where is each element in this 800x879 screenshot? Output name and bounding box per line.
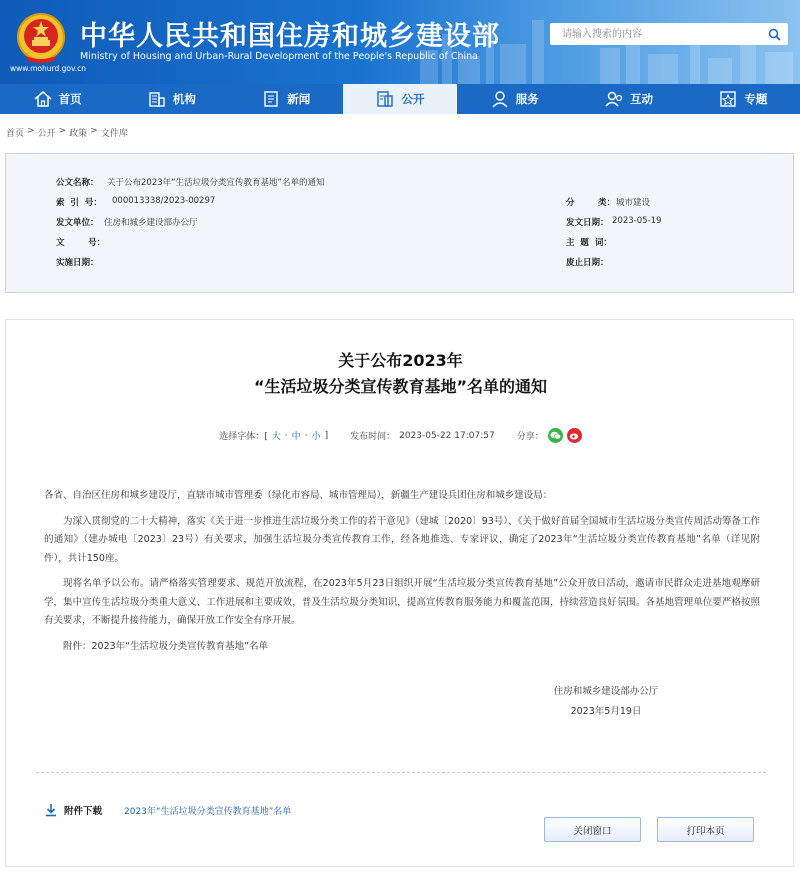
nav-public-label: 公开 [401, 92, 425, 106]
doc-no-label: 文 号： [56, 238, 106, 248]
publish-time-value: 2023-05-22 17:07:57 [399, 430, 495, 441]
article-panel [5, 319, 794, 867]
font-large-link[interactable]: 大 [271, 432, 281, 442]
index-value: 000013338/2023-00297 [112, 196, 216, 206]
publish-time-label: 发布时间： [350, 432, 396, 442]
main-nav [0, 84, 800, 114]
nav-news[interactable] [229, 84, 343, 114]
breadcrumb-separator: > [90, 126, 98, 136]
category-label: 分 类： [566, 198, 616, 208]
font-size-label: 选择字体：[ [219, 432, 268, 442]
breadcrumb-library[interactable]: 文件库 [100, 129, 128, 139]
breadcrumb [6, 126, 128, 139]
nav-organization[interactable] [114, 84, 228, 114]
search-input[interactable] [550, 23, 760, 45]
doc-name-value: 关于公布2023年“生活垃圾分类宣传教育基地”名单的通知 [107, 178, 325, 188]
signer-name: 住房和城乡建设部办公厅 [553, 686, 659, 697]
article-paragraph-2: 现将名单予以公布。请严格落实管理要求、规范开放流程，在2023年5月23日组织开展“生活垃圾分类宣传教育基地”公众开放日活动，邀请市民群众走进基地观摩研学，集中宣传生活垃圾分类重大意义、工作进展和主要成效，普及生活垃圾分类知识，提高宣传教育服务能力和覆盖范围，持续营造良好氛围。各基地管理单位要严格按照有关要求，不断提升接待能力，确保开放工作安全有序开展。 [44, 578, 760, 626]
content-divider [36, 772, 766, 773]
breadcrumb-separator: > [27, 126, 35, 136]
article-signature [526, 682, 686, 722]
font-medium-link[interactable]: 中 [291, 432, 301, 442]
doc-name-label: 公文名称： [56, 178, 99, 188]
nav-interaction[interactable] [571, 84, 685, 114]
site-url: www.mohurd.gov.cn [10, 64, 87, 73]
issue-date-label: 发文日期： [566, 218, 609, 228]
breadcrumb-home[interactable]: 首页 [6, 129, 25, 139]
article-meta: 选择字体：[ 大 · 中 · 小 ] 发布时间： 2023-05-22 17:07:57 分享： [6, 428, 795, 443]
service-icon [490, 90, 510, 108]
nav-topic[interactable] [686, 84, 800, 114]
repeal-date-label: 废止日期： [566, 258, 609, 268]
effective-date-label: 实施日期： [56, 258, 99, 268]
breadcrumb-public[interactable]: 公开 [37, 129, 56, 139]
weibo-share-icon[interactable] [567, 428, 582, 443]
article-title-line2: “生活垃圾分类宣传教育基地”名单的通知 [253, 377, 548, 396]
article-paragraph-1: 为深入贯彻党的二十大精神，落实《关于进一步推进生活垃圾分类工作的若干意见》（建城〔2020〕93号）、《关于做好首届全国城市生活垃圾分类宣传周活动筹备工作的通知》（建办城电〔2023〕23号）有关要求，加强生活垃圾分类宣传教育工作，经各地推选、专家评议，确定了2023年“生活垃圾分类宣传教育基地”名单（详见附件），共计150座。 [44, 515, 760, 564]
interaction-icon [604, 90, 624, 108]
nav-service-label: 服务 [515, 92, 539, 106]
index-label: 索 引 号： [56, 198, 102, 208]
building-icon [147, 90, 167, 108]
sign-date: 2023年5月19日 [570, 706, 642, 717]
font-size-bracket: ] [324, 430, 329, 441]
article-title-line1: 关于公布2023年 [338, 351, 463, 370]
category-value: 城市建设 [616, 198, 651, 208]
search-button[interactable] [760, 23, 788, 45]
download-icon [44, 803, 58, 817]
document-info-panel [5, 153, 794, 293]
site-title: 中华人民共和国住房和城乡建设部 [80, 21, 500, 52]
share-label: 分享： [516, 432, 544, 442]
nav-organization-label: 机构 [172, 92, 196, 106]
home-icon [33, 90, 53, 108]
nav-news-label: 新闻 [287, 92, 311, 106]
topic-icon [718, 90, 738, 108]
font-small-link[interactable]: 小 [311, 432, 321, 442]
close-window-button[interactable]: 关闭窗口 [544, 817, 641, 842]
nav-home-label: 首页 [58, 92, 82, 106]
attachment-download-label: 附件下载 [64, 806, 103, 817]
keywords-label: 主 题 词： [566, 238, 612, 248]
breadcrumb-separator: > [58, 126, 67, 136]
attachment-link[interactable]: 2023年“生活垃圾分类宣传教育基地”名单 [124, 806, 292, 817]
nav-interaction-label: 互动 [630, 92, 654, 106]
nav-public[interactable] [343, 84, 457, 114]
site-subtitle: Ministry of Housing and Urban-Rural Development of the People's Republic of China [80, 51, 479, 62]
article-salutation: 各省、自治区住房和城乡建设厅，直辖市城市管理委（绿化市容局、城市管理局），新疆生产建设兵团住房和城乡建设局： [44, 490, 553, 501]
breadcrumb-policy[interactable]: 政策 [69, 129, 88, 139]
print-page-button[interactable]: 打印本页 [657, 817, 754, 842]
document-icon [375, 90, 395, 108]
site-header [0, 0, 800, 84]
article-attachment-note: 附件：2023年“生活垃圾分类宣传教育基地”名单 [63, 640, 269, 652]
issue-date-value: 2023-05-19 [612, 216, 662, 226]
nav-service[interactable] [457, 84, 571, 114]
nav-topic-label: 专题 [744, 92, 768, 106]
article-title [6, 348, 795, 400]
news-icon [261, 90, 281, 108]
national-emblem-icon [16, 12, 66, 64]
article-body [44, 487, 760, 663]
attachment-download [44, 803, 291, 817]
nav-home[interactable] [0, 84, 114, 114]
wechat-share-icon[interactable] [548, 428, 563, 443]
issuer-value: 住房和城乡建设部办公厅 [104, 218, 198, 228]
search-icon [768, 28, 781, 41]
search-box [550, 23, 788, 45]
issuer-label: 发文单位： [56, 218, 99, 228]
